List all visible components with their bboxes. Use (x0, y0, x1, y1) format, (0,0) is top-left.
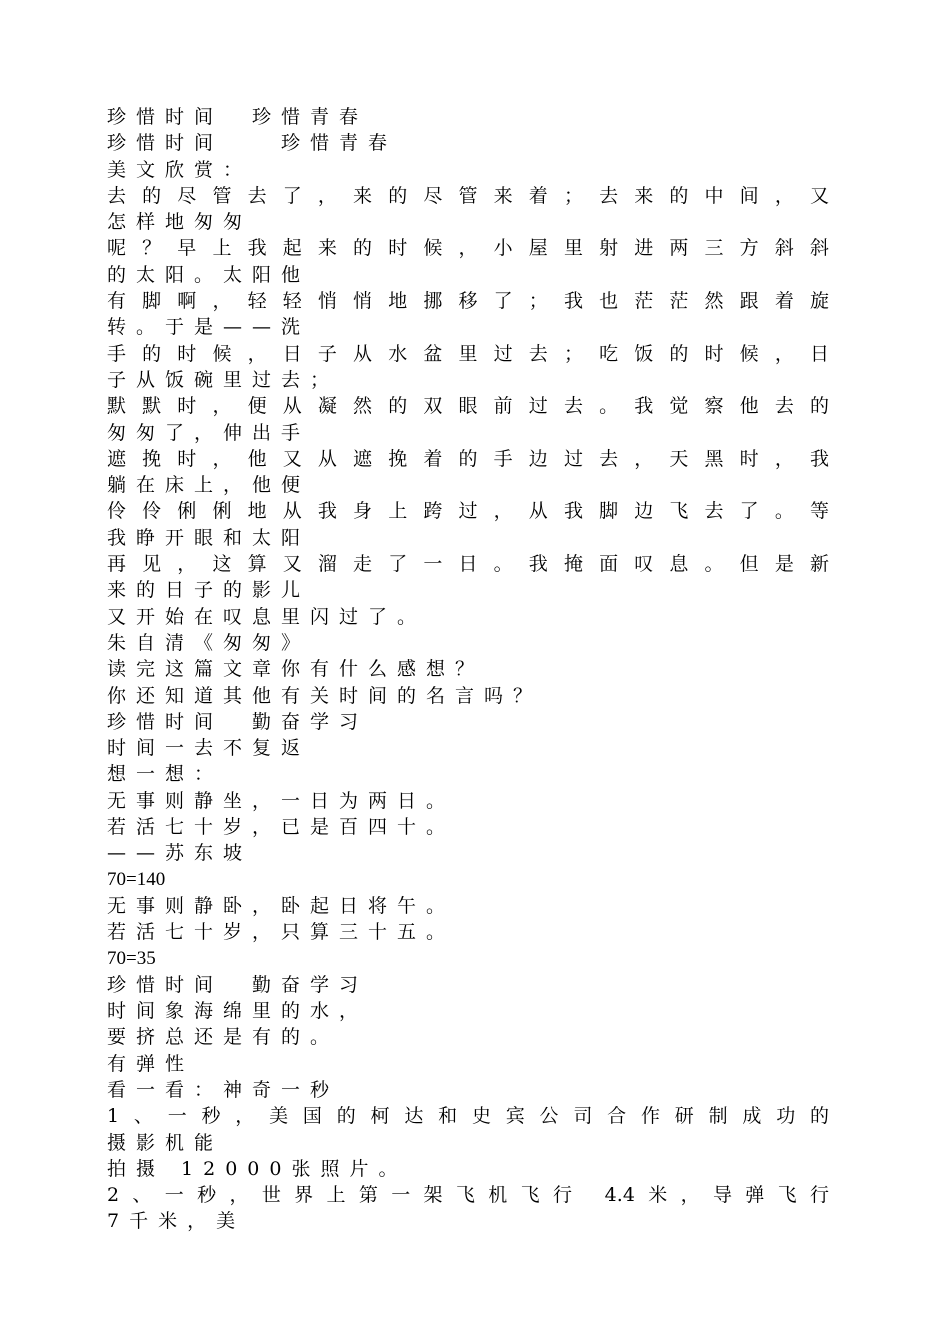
text-line: 时间象海绵里的水， (107, 1000, 369, 1023)
text-line: 1、一秒，美国的柯达和史宾公司合作研制成功的 (107, 1105, 829, 1128)
equation-line: 70=35 (107, 947, 156, 969)
poem-line: 若活七十岁，已是百四十。 (107, 816, 456, 839)
poem-line: 无事则静卧，卧起日将午。 (107, 894, 456, 917)
text-line: 遮挽时，他又从遮挽着的手边过去，天黑时，我 (107, 447, 829, 470)
author-line: ——苏东坡 (107, 842, 253, 865)
text-line: 呢？早上我起来的时候，小屋里射进两三方斜斜 (107, 237, 829, 260)
text-line: 有脚啊，轻轻悄悄地挪移了；我也茫茫然跟着旋 (107, 290, 829, 313)
text-line: 转。于是——洗 (107, 316, 311, 339)
poem-line: 无事则静坐，一日为两日。 (107, 789, 456, 812)
text-line: 摄影机能 (107, 1131, 224, 1154)
section-label: 美文欣赏： (107, 158, 253, 181)
document-body (107, 104, 829, 1235)
text-line: 再见，这算又溜走了一日。我掩面叹息。但是新 (107, 553, 829, 576)
poem-line: 若活七十岁，只算三十五。 (107, 921, 456, 944)
text-line: 子从饭碗里过去； (107, 368, 340, 391)
text-line: 来的日子的影儿 (107, 579, 311, 602)
heading: 珍惜时间 珍惜青春 (107, 132, 398, 155)
text-line: 2、一秒，世界上第一架飞机飞行 4.4米，导弹飞行 (107, 1184, 829, 1207)
equation-line: 70=140 (107, 868, 166, 890)
text-line: 手的时候，日子从水盆里过去；吃饭的时候，日 (107, 342, 829, 365)
heading: 珍惜时间 勤奋学习 (107, 710, 369, 733)
text-line: 又开始在叹息里闪过了。 (107, 605, 427, 628)
text-line: 时间一去不复返 (107, 737, 311, 760)
text-line: 7千米，美 (107, 1210, 246, 1233)
text-line: 有弹性 (107, 1052, 195, 1075)
text-line: 的太阳。太阳他 (107, 263, 311, 286)
text-line: 默默时，便从凝然的双眼前过去。我觉察他去的 (107, 395, 829, 418)
text-line: 去的尽管去了，来的尽管来着；去来的中间，又 (107, 184, 829, 207)
text-line: 匆匆了，伸出手 (107, 421, 311, 444)
author-line: 朱自清《匆匆》 (107, 631, 311, 654)
text-line: 我睁开眼和太阳 (107, 526, 311, 549)
question-line: 读完这篇文章你有什么感想？ (107, 658, 485, 681)
text-line: 怎样地匆匆 (107, 211, 253, 234)
text-line: 拍摄 12000张照片。 (107, 1157, 408, 1180)
text-line: 伶伶俐俐地从我身上跨过，从我脚边飞去了。等 (107, 500, 829, 523)
question-line: 你还知道其他有关时间的名言吗？ (107, 684, 543, 707)
text-line: 躺在床上，他便 (107, 474, 311, 497)
heading: 珍惜时间 勤奋学习 (107, 973, 369, 996)
heading: 珍惜时间 珍惜青春 (107, 106, 369, 128)
section-label: 想一想： (107, 763, 224, 786)
section-label: 看一看：神奇一秒 (107, 1078, 340, 1101)
text-line: 要挤总还是有的。 (107, 1026, 340, 1049)
